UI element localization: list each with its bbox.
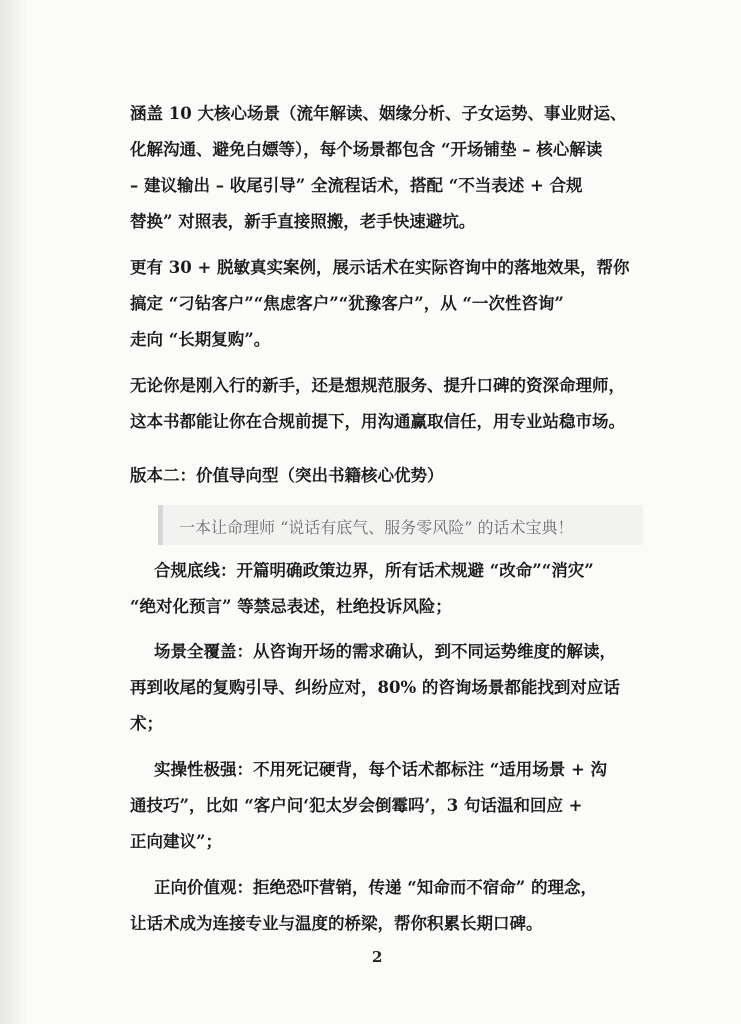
feature-line-5: 术； bbox=[130, 714, 163, 733]
intro-line-4: 替换” 对照表，新手直接照搬，老手快速避坑。 bbox=[130, 212, 476, 231]
intro-line-8: 无论你是刚入行的新手，还是想规范服务、提升口碑的资深命理师， bbox=[130, 376, 625, 395]
feature-line-3: 场景全覆盖：从咨询开场的需求确认，到不同运势维度的解读， bbox=[154, 642, 616, 661]
feature-line-4: 再到收尾的复购引导、纠纷应对，80% 的咨询场景都能找到对应话 bbox=[130, 678, 620, 697]
feature-line-7: 通技巧”，比如 “客户问‘犯太岁会倒霉吗’，3 句话温和回应 + bbox=[130, 796, 583, 815]
quote-text: 一本让命理师 “说话有底气、服务零风险” 的话术宝典！ bbox=[179, 518, 574, 537]
page-edge-shadow bbox=[0, 0, 28, 1024]
intro-line-9: 这本书都能让你在合规前提下，用沟通赢取信任，用专业站稳市场。 bbox=[130, 412, 625, 431]
feature-line-1: 合规底线：开篇明确政策边界，所有话术规避 “改命”“消灾” bbox=[154, 561, 594, 580]
quote-block bbox=[158, 505, 643, 545]
feature-line-10: 让话术成为连接专业与温度的桥梁，帮你积累长期口碑。 bbox=[130, 914, 543, 933]
page-number: 2 bbox=[372, 948, 383, 966]
feature-line-2: “绝对化预言” 等禁忌表述，杜绝投诉风险； bbox=[130, 597, 452, 616]
intro-line-5: 更有 30 + 脱敏真实案例，展示话术在实际咨询中的落地效果，帮你 bbox=[130, 258, 630, 277]
feature-line-8: 正向建议”； bbox=[130, 832, 222, 851]
intro-line-2: 化解沟通、避免白嫖等），每个场景都包含 “开场铺垫 – 核心解读 bbox=[130, 140, 603, 159]
intro-line-6: 搞定 “刁钻客户”“焦虑客户”“犹豫客户”，从 “一次性咨询” bbox=[130, 294, 564, 313]
intro-line-1: 涵盖 10 大核心场景（流年解读、姻缘分析、子女运势、事业财运、 bbox=[130, 104, 627, 123]
intro-line-3: – 建议输出 – 收尾引导” 全流程话术，搭配 “不当表述 + 合规 bbox=[130, 176, 583, 195]
feature-line-9: 正向价值观：拒绝恐吓营销，传递 “知命而不宿命” 的理念， bbox=[154, 878, 597, 897]
intro-line-7: 走向 “长期复购”。 bbox=[130, 330, 271, 349]
feature-line-6: 实操性极强：不用死记硬背，每个话术都标注 “适用场景 + 沟 bbox=[154, 760, 608, 779]
version-heading: 版本二：价值导向型（突出书籍核心优势） bbox=[130, 466, 444, 485]
